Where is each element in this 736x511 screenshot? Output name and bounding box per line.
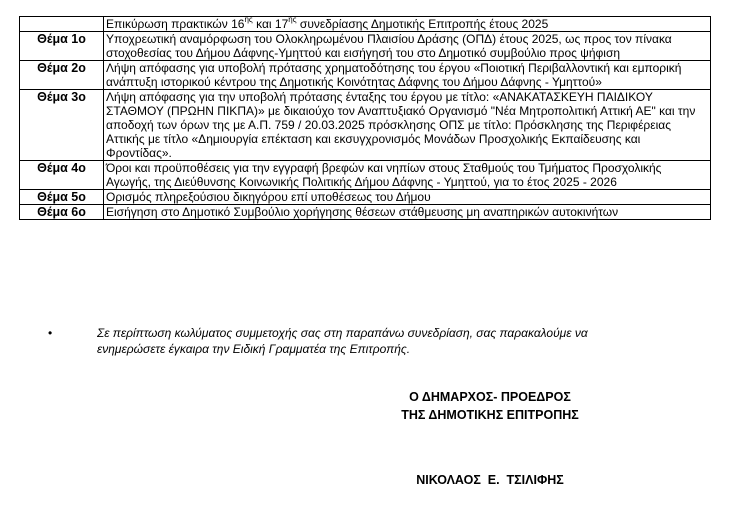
intro-text-middle: και 17: [252, 17, 289, 31]
topic-label: Θέμα 2ο: [20, 61, 104, 90]
topic-label: Θέμα 6ο: [20, 205, 104, 220]
topic-text: Ορισμός πληρεξούσιου δικηγόρου επί υποθέσεως του Δήμου: [104, 190, 711, 205]
intro-text-end: συνεδρίασης Δημοτικής Επιτροπής έτους 2025: [296, 17, 549, 31]
note-line-2: ενημερώσετε έγκαιρα την Ειδική Γραμματέα της Επιτροπής.: [97, 342, 411, 356]
topic-row-6: [20, 205, 711, 220]
topic-label: Θέμα 4ο: [20, 161, 104, 190]
signature-title: [360, 388, 620, 424]
topic-row-1: [20, 32, 711, 61]
topic-label: Θέμα 3ο: [20, 90, 104, 161]
intro-row: [20, 17, 711, 32]
topic-text: Λήψη απόφασης για την υποβολή πρότασης ένταξης του έργου με τίτλο: «ΑΝΑΚΑΤΑΣΚΕΥΗ ΠΑΙΔΙΚΟΥ ΣΤΑΘΜΟΥ (ΠΡΩΗΝ ΠΙΚΠΑ)» με δικαιούχο τον Αναπτυξιακό Οργανισμό "Νέα Μητροπολιτική Αττική ΑΕ" και την αποδοχή των όρων της με Α.Π. 759 / 20.03.2025 πρόσκλησης ΟΠΣ με τίτλο: Πρόσκλησης της Περιφέρειας Αττικής με τίτλο «Δημιουργία επέκταση και εκσυγχρονισμός Μονάδων Προσχολικής Εκπαίδευσης και Φροντίδας».: [104, 90, 711, 161]
topic-text: Εισήγηση στο Δημοτικό Συμβούλιο χορήγησης θέσεων στάθμευσης μη αναπηρικών αυτοκινήτων: [104, 205, 711, 220]
topic-row-3: [20, 90, 711, 161]
signature-title-line-2: ΤΗΣ ΔΗΜΟΤΙΚΗΣ ΕΠΙΤΡΟΠΗΣ: [401, 408, 579, 422]
topic-row-5: [20, 190, 711, 205]
signatory-name: ΝΙΚΟΛΑΟΣ Ε. ΤΣΙΛΙΦΗΣ: [416, 473, 564, 487]
note-line-1: Σε περίπτωση κωλύματος συμμετοχής σας στη παραπάνω συνεδρίαση, σας παρακαλούμε να: [97, 326, 588, 340]
topic-text: Λήψη απόφασης για υποβολή πρότασης χρηματοδότησης του έργου «Ποιοτική Περιβαλλοντική και εμπορική ανάπτυξη ιστορικού κέντρου της Δημοτικής Κοινότητας Δάφνης του Δήμου Δάφνης - Υμηττού»: [104, 61, 711, 90]
note-bullet: •: [48, 326, 53, 340]
topic-label: Θέμα 1ο: [20, 32, 104, 61]
topic-text: Υποχρεωτική αναμόρφωση του Ολοκληρωμένου Πλαισίου Δράσης (ΟΠΔ) έτους 2025, ως προς τον πίνακα στοχοθεσίας του Δήμου Δάφνης-Υμηττού και εισήγησή του στο Δημοτικό συμβούλιο προς ψήφιση: [104, 32, 711, 61]
topic-row-2: [20, 61, 711, 90]
topic-row-4: [20, 161, 711, 190]
agenda-table: [19, 16, 711, 220]
intro-text-start: Επικύρωση πρακτικών 16: [106, 17, 245, 31]
topic-label: Θέμα 5ο: [20, 190, 104, 205]
ordinal-suffix-16: ης: [244, 15, 253, 24]
signature-title-line-1: Ο ΔΗΜΑΡΧΟΣ- ΠΡΟΕΔΡΟΣ: [409, 390, 571, 404]
intro-label-cell: [20, 17, 104, 32]
ordinal-suffix-17: ης: [288, 15, 297, 24]
topic-text: Όροι και προϋποθέσεις για την εγγραφή βρεφών και νηπίων στους Σταθμούς του Τμήματος Προσχολικής Αγωγής, της Διεύθυνσης Κοινωνικής Πολιτικής Δήμου Δάφνης - Υμηττού, για το έτος 2025 - 2026: [104, 161, 711, 190]
intro-text-cell: [104, 17, 711, 32]
